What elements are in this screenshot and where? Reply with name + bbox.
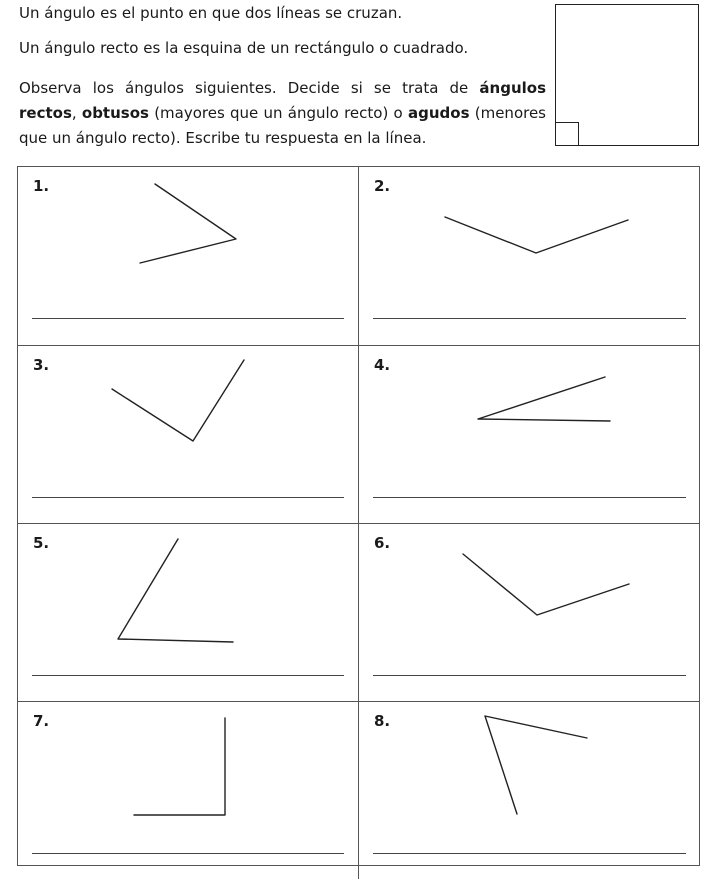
answer-line[interactable]	[373, 318, 686, 319]
exercise-number: 5.	[33, 534, 50, 552]
answer-line[interactable]	[32, 497, 344, 498]
term-right-angles: ángulos rectos	[19, 79, 546, 122]
definition-angle: Un ángulo es el punto en que dos líneas se cruzan.	[19, 4, 403, 22]
answer-line[interactable]	[32, 318, 344, 319]
exercise-8	[359, 701, 700, 879]
definition-right-angle: Un ángulo recto es la esquina de un rectángulo o cuadrado.	[19, 39, 469, 57]
exercise-number: 3.	[33, 356, 50, 374]
exercise-number: 8.	[374, 712, 391, 730]
term-acute: agudos	[407, 104, 470, 122]
exercise-7	[18, 701, 359, 879]
exercise-number: 1.	[33, 177, 50, 195]
exercise-number: 6.	[374, 534, 391, 552]
answer-line[interactable]	[32, 675, 344, 676]
exercise-2	[359, 167, 700, 345]
answer-line[interactable]	[373, 675, 686, 676]
exercise-number: 7.	[33, 712, 50, 730]
right-angle-marker	[556, 122, 579, 145]
answer-line[interactable]	[373, 497, 686, 498]
exercise-1	[18, 167, 359, 345]
term-obtuse: obtusos	[81, 104, 149, 122]
exercise-number: 4.	[374, 356, 391, 374]
exercise-6	[359, 523, 700, 701]
task-instructions: Observa los ángulos siguientes. Decide si se trata de ángulos rectos, obtusos (mayores que un ángulo recto) o agudos (menores que un ángulo recto). Escribe tu respuesta en la línea.	[19, 79, 546, 147]
exercise-grid	[17, 166, 700, 866]
exercise-4	[359, 345, 700, 523]
reference-square	[555, 4, 699, 146]
exercise-5	[18, 523, 359, 701]
exercise-number: 2.	[374, 177, 391, 195]
exercise-3	[18, 345, 359, 523]
